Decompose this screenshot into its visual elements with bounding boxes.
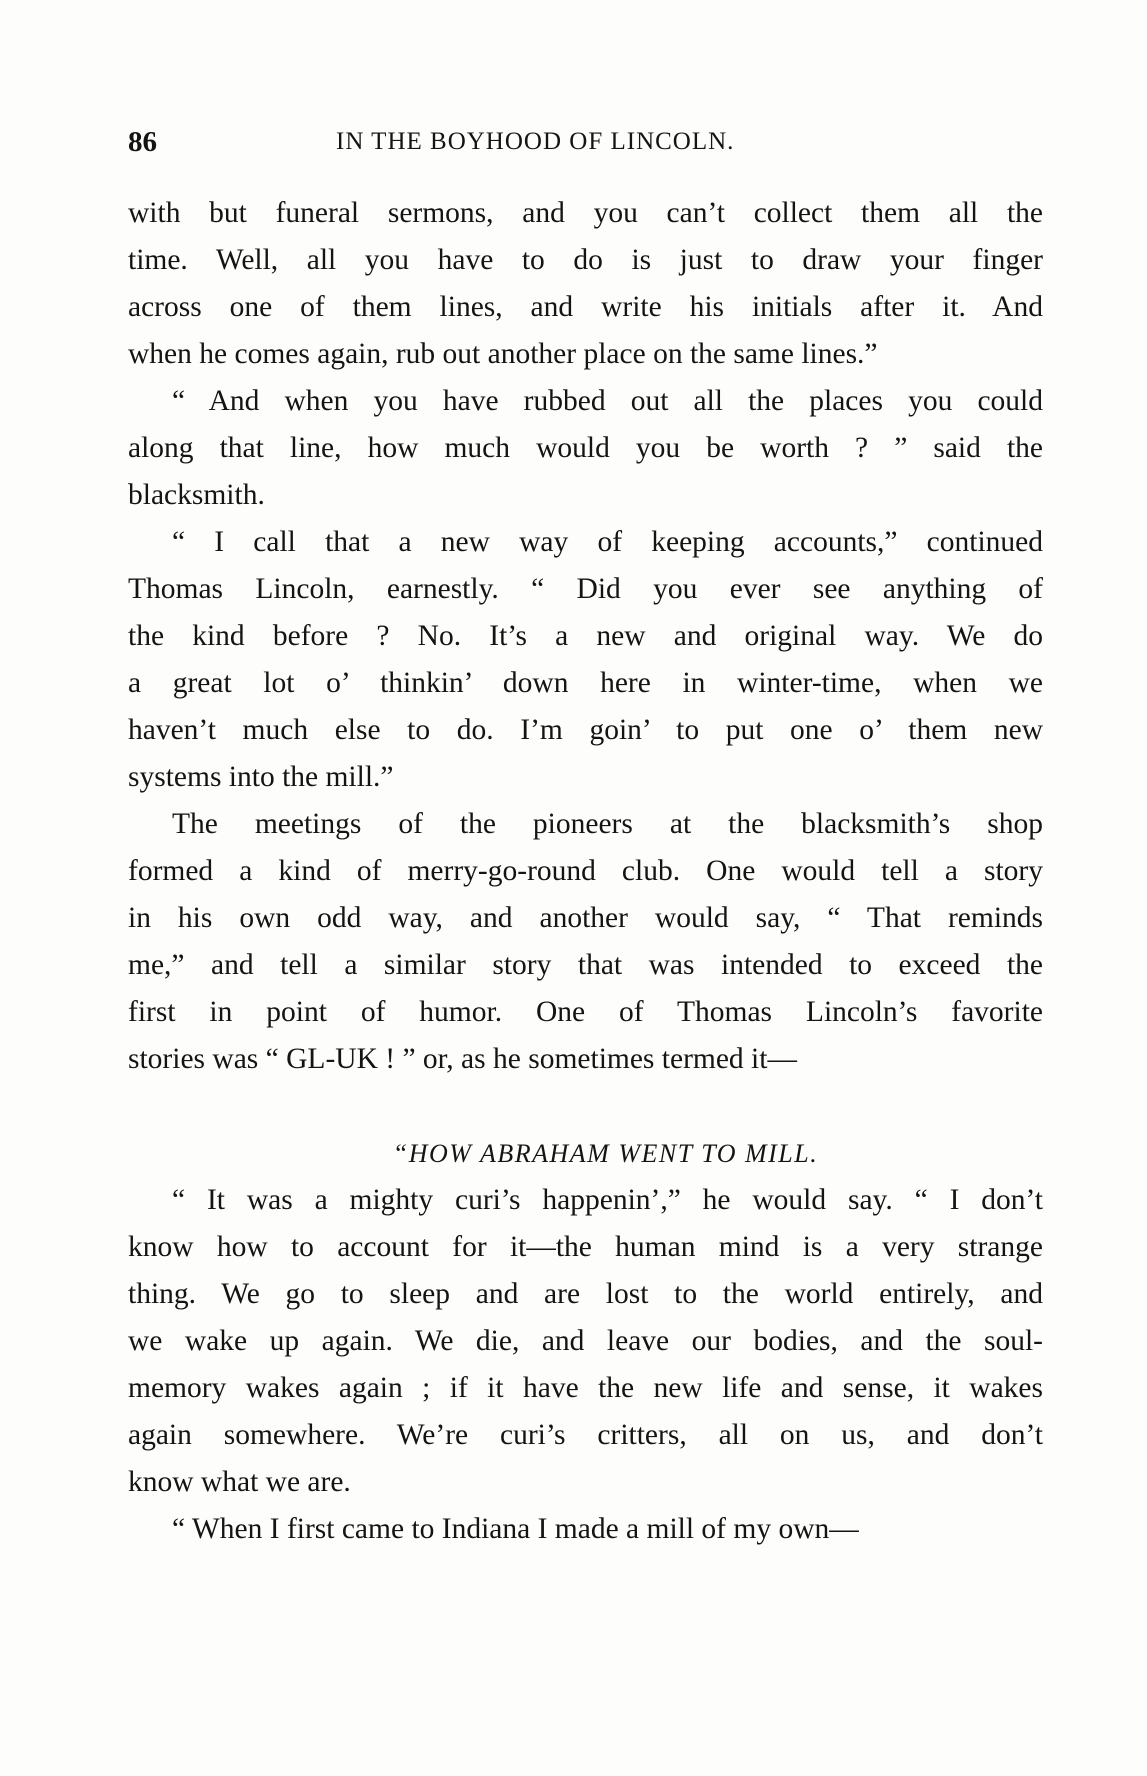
- text-line: in his own odd way, and another would say, “ That reminds: [128, 902, 1043, 934]
- paragraph: [128, 1177, 1043, 1506]
- text-line: haven’t much else to do. I’m goin’ to put one o’ them new: [128, 714, 1043, 746]
- text-line: across one of them lines, and write his initials after it. And: [128, 291, 1043, 323]
- text-line: memory wakes again ; if it have the new life and sense, it wakes: [128, 1372, 1043, 1404]
- text-line: with but funeral sermons, and you can’t collect them all the: [128, 197, 1043, 229]
- text-line: we wake up again. We die, and leave our bodies, and the soul-: [128, 1325, 1043, 1357]
- paragraphs-before-heading: [128, 190, 1043, 1083]
- paragraph: [128, 801, 1043, 1083]
- text-line: “ When I first came to Indiana I made a mill of my own—: [172, 1513, 859, 1545]
- text-line: stories was “ GL-UK ! ” or, as he sometimes termed it—: [128, 1043, 797, 1075]
- body-text: [128, 190, 1043, 1553]
- text-line: thing. We go to sleep and are lost to the world entirely, and: [128, 1278, 1043, 1310]
- paragraphs-after-heading: [128, 1177, 1043, 1553]
- page-header: [128, 126, 1043, 166]
- text-line: along that line, how much would you be worth ? ” said the: [128, 432, 1043, 464]
- text-line: me,” and tell a similar story that was intended to exceed the: [128, 949, 1043, 981]
- paragraph: [128, 190, 1043, 378]
- text-line: know how to account for it—the human mind is a very strange: [128, 1231, 1043, 1263]
- paragraph: [128, 1506, 1043, 1553]
- paragraph: [128, 519, 1043, 801]
- running-head: IN THE BOYHOOD OF LINCOLN.: [336, 128, 735, 155]
- text-line: when he comes again, rub out another place on the same lines.”: [128, 338, 878, 370]
- text-line: again somewhere. We’re curi’s critters, all on us, and don’t: [128, 1419, 1043, 1451]
- text-line: first in point of humor. One of Thomas Lincoln’s favorite: [128, 996, 1043, 1028]
- text-line: the kind before ? No. It’s a new and original way. We do: [128, 620, 1043, 652]
- page-number: 86: [128, 126, 157, 158]
- text-line: Thomas Lincoln, earnestly. “ Did you ever see anything of: [128, 573, 1043, 605]
- text-line: blacksmith.: [128, 479, 265, 511]
- section-heading: “HOW ABRAHAM WENT TO MILL.: [392, 1139, 819, 1168]
- text-line: know what we are.: [128, 1466, 351, 1498]
- text-line: “ I call that a new way of keeping accounts,” continued: [172, 526, 1043, 558]
- text-line: a great lot o’ thinkin’ down here in winter-time, when we: [128, 667, 1043, 699]
- text-line: systems into the mill.”: [128, 761, 394, 793]
- text-line: time. Well, all you have to do is just to draw your finger: [128, 244, 1043, 276]
- text-line: The meetings of the pioneers at the blacksmith’s shop: [172, 808, 1043, 840]
- text-line: formed a kind of merry-go-round club. One would tell a story: [128, 855, 1043, 887]
- text-line: “ And when you have rubbed out all the places you could: [172, 385, 1043, 417]
- paragraph: [128, 378, 1043, 519]
- text-line: “ It was a mighty curi’s happenin’,” he would say. “ I don’t: [172, 1184, 1043, 1216]
